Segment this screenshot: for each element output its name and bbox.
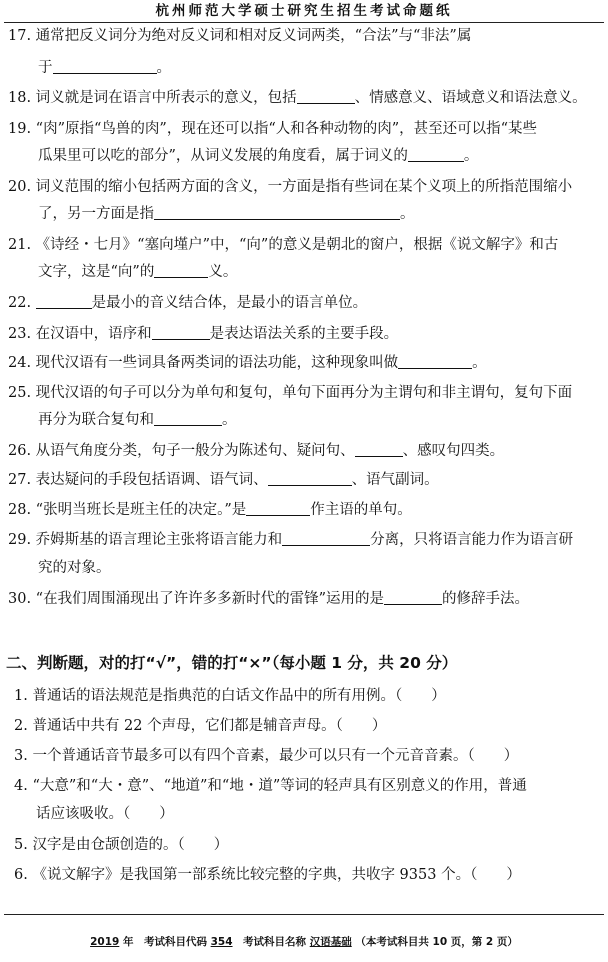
page-footer: 2019 年 考试科目代码 354 考试科目名称 汉语基础 （本考试科目共 10 页，第 2 页） (90, 936, 518, 948)
answer-blank[interactable] (36, 293, 92, 309)
answer-blank[interactable] (154, 262, 208, 278)
question-24: 24. 现代汉语有一些词具备两类词的语法功能，这种现象叫做 。 (8, 355, 487, 371)
footer-code: 354 (210, 936, 233, 948)
question-23: 23. 在汉语中，语序和 是表达语法关系的主要手段。 (8, 326, 399, 342)
judge-item-6: 6. 《说文解字》是我国第一部系统比较完整的字典，共收字 9353 个。（ ） (14, 867, 521, 883)
judge-item-2: 2. 普通话中共有 22 个声母，它们都是辅音声母。（ ） (14, 718, 387, 734)
question-25-line2: 再分为联合复句和 。 (38, 412, 237, 428)
question-27: 27. 表达疑问的手段包括语调、语气词、 、语气副词。 (8, 472, 439, 488)
answer-blank[interactable] (384, 589, 442, 605)
section-heading: 二、判断题，对的打“√”，错的打“×”（每小题 1 分，共 20 分） (6, 654, 458, 672)
answer-blank[interactable] (398, 353, 472, 369)
question-22: 22. 是最小的音义结合体，是最小的语言单位。 (8, 295, 368, 311)
answer-blank[interactable] (53, 58, 157, 74)
judge-item-5: 5. 汉字是由仓颉创造的。（ ） (14, 837, 229, 853)
question-18: 18. 词义就是词在语言中所表示的意义，包括 、情感意义、语域意义和语法意义。 (8, 90, 587, 106)
judge-item-1: 1. 普通话的语法规范是指典范的白话文作品中的所有用例。（ ） (14, 688, 446, 704)
answer-blank[interactable] (355, 441, 403, 457)
question-21-line2: 文字，这是“向”的 义。 (38, 264, 238, 280)
question-29: 29. 乔姆斯基的语言理论主张将语言能力和 分离，只将语言能力作为语言研 (8, 532, 574, 548)
footer-subject: 汉语基础 (309, 936, 352, 948)
question-17: 17. 通常把反义词分为绝对反义词和相对反义词两类，“合法”与“非法”属 (8, 28, 472, 44)
question-26: 26. 从语气角度分类，句子一般分为陈述句、疑问句、 、感叹句四类。 (8, 443, 505, 459)
footer-rule (4, 914, 604, 915)
answer-blank[interactable] (246, 500, 310, 516)
question-19: 19. “肉”原指“鸟兽的肉”，现在还可以指“人和各种动物的肉”，甚至还可以指“某些 (8, 121, 538, 137)
question-28: 28. “张明当班长是班主任的决定。”是 作主语的单句。 (8, 502, 412, 518)
judge-item-3: 3. 一个普通话音节最多可以有四个音素，最少可以只有一个元音音素。（ ） (14, 748, 519, 764)
footer-pages: （本考试科目共 10 页，第 2 页） (355, 936, 518, 948)
exam-paper-header: 杭州师范大学硕士研究生招生考试命题纸 (155, 3, 453, 19)
answer-blank[interactable] (297, 88, 355, 104)
question-number: 17. (8, 28, 32, 44)
answer-blank[interactable] (408, 146, 464, 162)
question-20-line2: 了，另一方面是指 。 (38, 206, 415, 222)
answer-blank[interactable] (152, 324, 210, 340)
answer-blank[interactable] (154, 204, 400, 220)
question-29-line2: 究的对象。 (38, 560, 111, 576)
question-21: 21. 《诗经・七月》“塞向墐户”中，“向”的意义是朝北的窗户，根据《说文解字》和古 (8, 237, 559, 253)
answer-blank[interactable] (282, 530, 370, 546)
question-17-line2: 于 。 (38, 60, 171, 76)
question-30: 30. “在我们周围涌现出了许许多多新时代的雷锋”运用的是 的修辞手法。 (8, 591, 529, 607)
header-rule (4, 22, 604, 23)
question-25: 25. 现代汉语的句子可以分为单句和复句，单句下面再分为主谓句和非主谓句，复句下面 (8, 385, 573, 401)
judge-item-4-line2: 话应该吸收。（ ） (36, 806, 174, 822)
question-20: 20. 词义范围的缩小包括两方面的含义，一方面是指有些词在某个义项上的所指范围缩小 (8, 179, 573, 195)
answer-blank[interactable] (154, 410, 222, 426)
footer-year: 2019 (90, 936, 120, 948)
answer-blank[interactable] (268, 470, 352, 486)
judge-item-4: 4. “大意”和“大・意”、“地道”和“地・道”等词的轻声具有区别意义的作用，普通 (14, 778, 527, 794)
question-19-line2: 瓜果里可以吃的部分”，从词义发展的角度看，属于词义的 。 (38, 148, 479, 164)
